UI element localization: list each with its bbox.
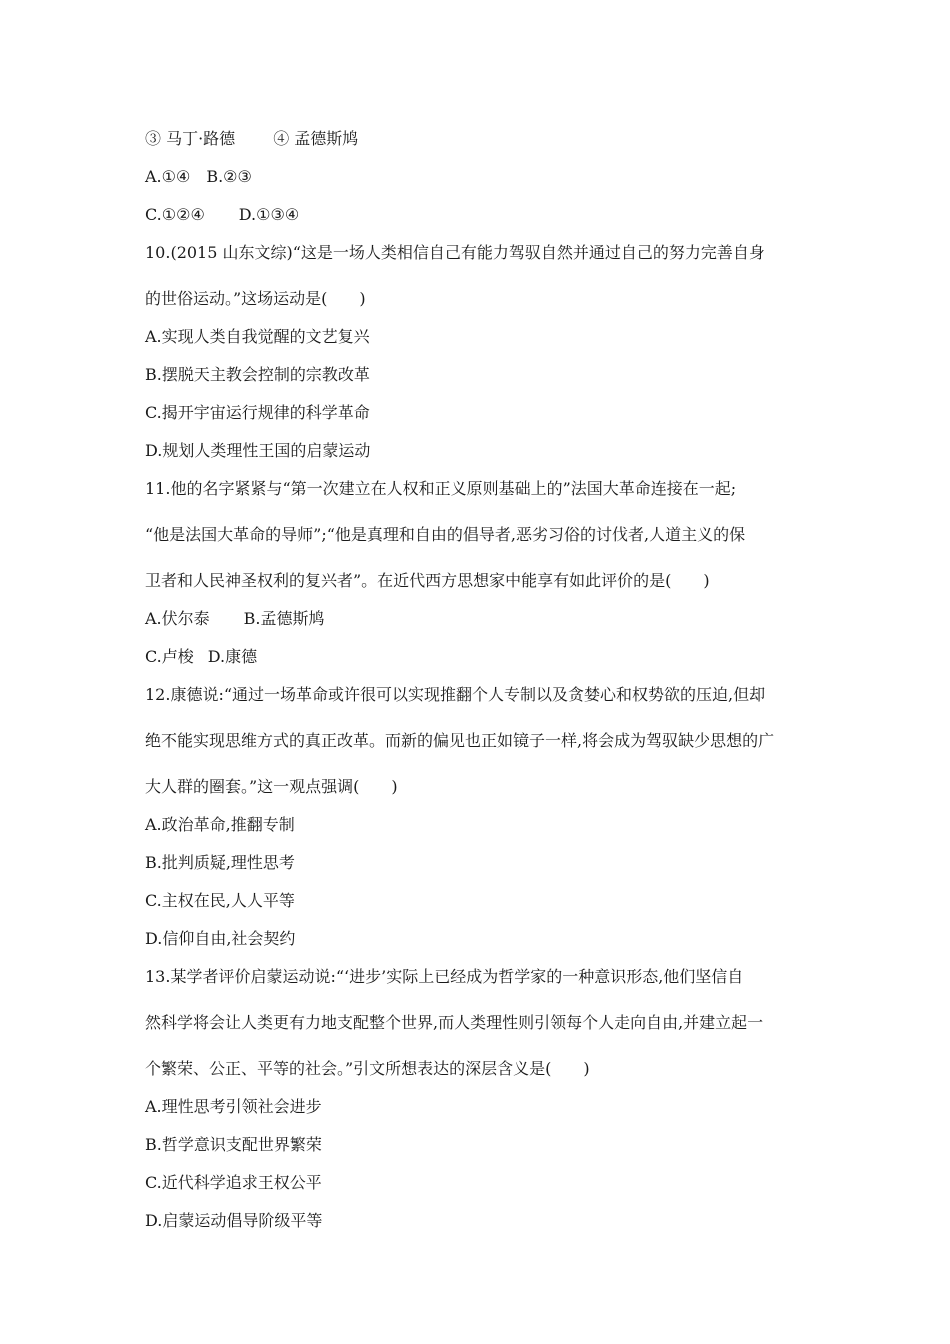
q9-item-4: ④ 孟德斯鸠 xyxy=(273,129,359,148)
q11-option-b: B.孟德斯鸠 xyxy=(243,609,325,628)
q10-stem-line-2: 的世俗运动。”这场运动是( ) xyxy=(145,289,366,308)
q9-option-a: A.①④ xyxy=(145,167,191,186)
q13-stem-line-2: 然科学将会让人类更有力地支配整个世界,而人类理性则引领每个人走向自由,并建立起一 xyxy=(145,1013,764,1032)
q13-option-c: C.近代科学追求王权公平 xyxy=(145,1173,322,1192)
q9-options-row2 xyxy=(145,200,825,229)
q12-option-a: A.政治革命,推翻专制 xyxy=(145,815,295,834)
q11-options-row2 xyxy=(145,642,825,671)
q11-option-d: D.康德 xyxy=(207,647,258,666)
q10-stem-line-1: 10.(2015 山东文综)“这是一场人类相信自己有能力驾驭自然并通过自己的努力完善自身 xyxy=(145,243,765,262)
q11-stem-line-1: 11.他的名字紧紧与“第一次建立在人权和正义原则基础上的”法国大革命连接在一起; xyxy=(145,479,737,498)
q12-stem-line-1: 12.康德说:“通过一场革命或许很可以实现推翻个人专制以及贪婪心和权势欲的压迫,但却 xyxy=(145,685,766,704)
q9-options-row1 xyxy=(145,162,825,191)
q11-option-a: A.伏尔泰 xyxy=(145,609,210,628)
q10-option-c: C.揭开宇宙运行规律的科学革命 xyxy=(145,403,370,422)
q11-stem-line-3: 卫者和人民神圣权利的复兴者”。在近代西方思想家中能享有如此评价的是( ) xyxy=(145,571,710,590)
q11-stem-line-2: “他是法国大革命的导师”;“他是真理和自由的倡导者,恶劣习俗的讨伐者,人道主义的保 xyxy=(145,525,746,544)
q9-items-line xyxy=(145,124,825,153)
q13-option-d: D.启蒙运动倡导阶级平等 xyxy=(145,1211,323,1230)
q13-option-b: B.哲学意识支配世界繁荣 xyxy=(145,1135,322,1154)
q11-options-row1 xyxy=(145,604,825,633)
q9-item-3: ③ 马丁·路德 xyxy=(145,129,236,148)
q13-option-a: A.理性思考引领社会进步 xyxy=(145,1097,322,1116)
q12-option-b: B.批判质疑,理性思考 xyxy=(145,853,295,872)
q11-option-c: C.卢梭 xyxy=(145,647,194,666)
q9-option-c: C.①②④ xyxy=(145,205,205,224)
q12-option-c: C.主权在民,人人平等 xyxy=(145,891,295,910)
q12-stem-line-2: 绝不能实现思维方式的真正改革。而新的偏见也正如镜子一样,将会成为驾驭缺少思想的广 xyxy=(145,731,775,750)
document-page xyxy=(145,124,825,1235)
q13-stem-line-3: 个繁荣、公正、平等的社会。”引文所想表达的深层含义是( ) xyxy=(145,1059,590,1078)
q13-stem-line-1: 13.某学者评价启蒙运动说:“‘进步’实际上已经成为哲学家的一种意识形态,他们坚信自 xyxy=(145,967,744,986)
q12-stem-line-3: 大人群的圈套。”这一观点强调( ) xyxy=(145,777,398,796)
q10-option-a: A.实现人类自我觉醒的文艺复兴 xyxy=(145,327,370,346)
q10-option-d: D.规划人类理性王国的启蒙运动 xyxy=(145,441,371,460)
q9-option-b: B.②③ xyxy=(206,167,252,186)
q10-option-b: B.摆脱天主教会控制的宗教改革 xyxy=(145,365,370,384)
q12-option-d: D.信仰自由,社会契约 xyxy=(145,929,296,948)
q9-option-d: D.①③④ xyxy=(238,205,300,224)
